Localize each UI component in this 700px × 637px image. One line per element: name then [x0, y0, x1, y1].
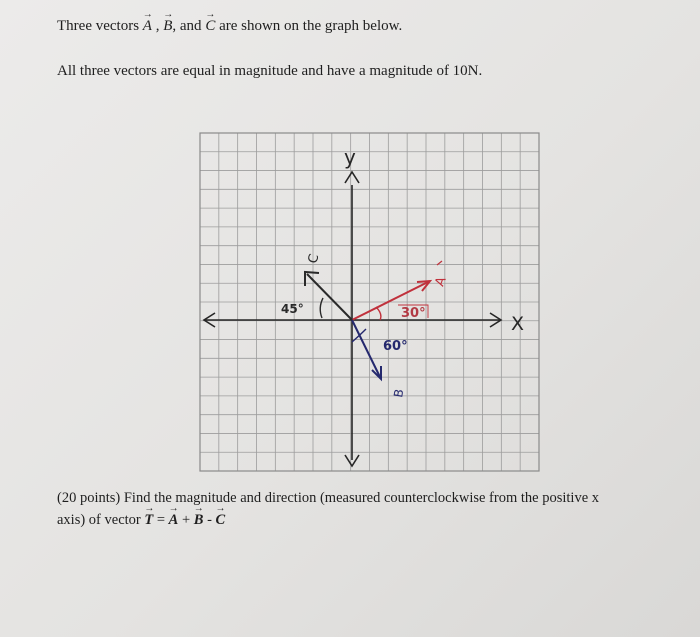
vector-c-term: → C	[216, 512, 226, 529]
angle-b-arc	[352, 329, 366, 342]
vector-a-symbol: → A	[143, 18, 152, 35]
vector-b-line	[352, 320, 380, 377]
vector-t-symbol: → T	[144, 512, 153, 529]
x-axis-label: X	[511, 313, 525, 335]
vector-b-symbol: → B	[163, 18, 172, 35]
angle-a-arc	[376, 307, 381, 320]
question-line-2: axis) of vector → T = → A + → B - → C	[57, 512, 225, 529]
angle-c-arc	[320, 298, 323, 318]
vector-b-term: → B	[194, 512, 204, 529]
vector-c-line	[307, 274, 352, 320]
vector-a-term: → A	[169, 512, 179, 529]
vector-c-label: C	[305, 252, 323, 266]
angle-b-label: 60°	[383, 339, 408, 354]
y-axis-arrow-up	[345, 172, 359, 183]
vector-b-label: B	[391, 387, 407, 399]
grid	[200, 133, 539, 471]
angle-c-label: 45°	[281, 302, 304, 316]
intro-line-1: Three vectors → A , → B, and → C are shown on the graph below.	[57, 18, 402, 35]
vector-a-label: A	[432, 274, 450, 289]
vector-c-symbol: → C	[205, 18, 215, 35]
y-axis-label: y	[344, 145, 356, 169]
angle-a-label: 30°	[401, 306, 426, 321]
question-line-1: (20 points) Find the magnitude and direction (measured counterclockwise from the positive x	[57, 490, 600, 506]
intro-line-2: All three vectors are equal in magnitude and have a magnitude of 10N.	[57, 63, 483, 79]
